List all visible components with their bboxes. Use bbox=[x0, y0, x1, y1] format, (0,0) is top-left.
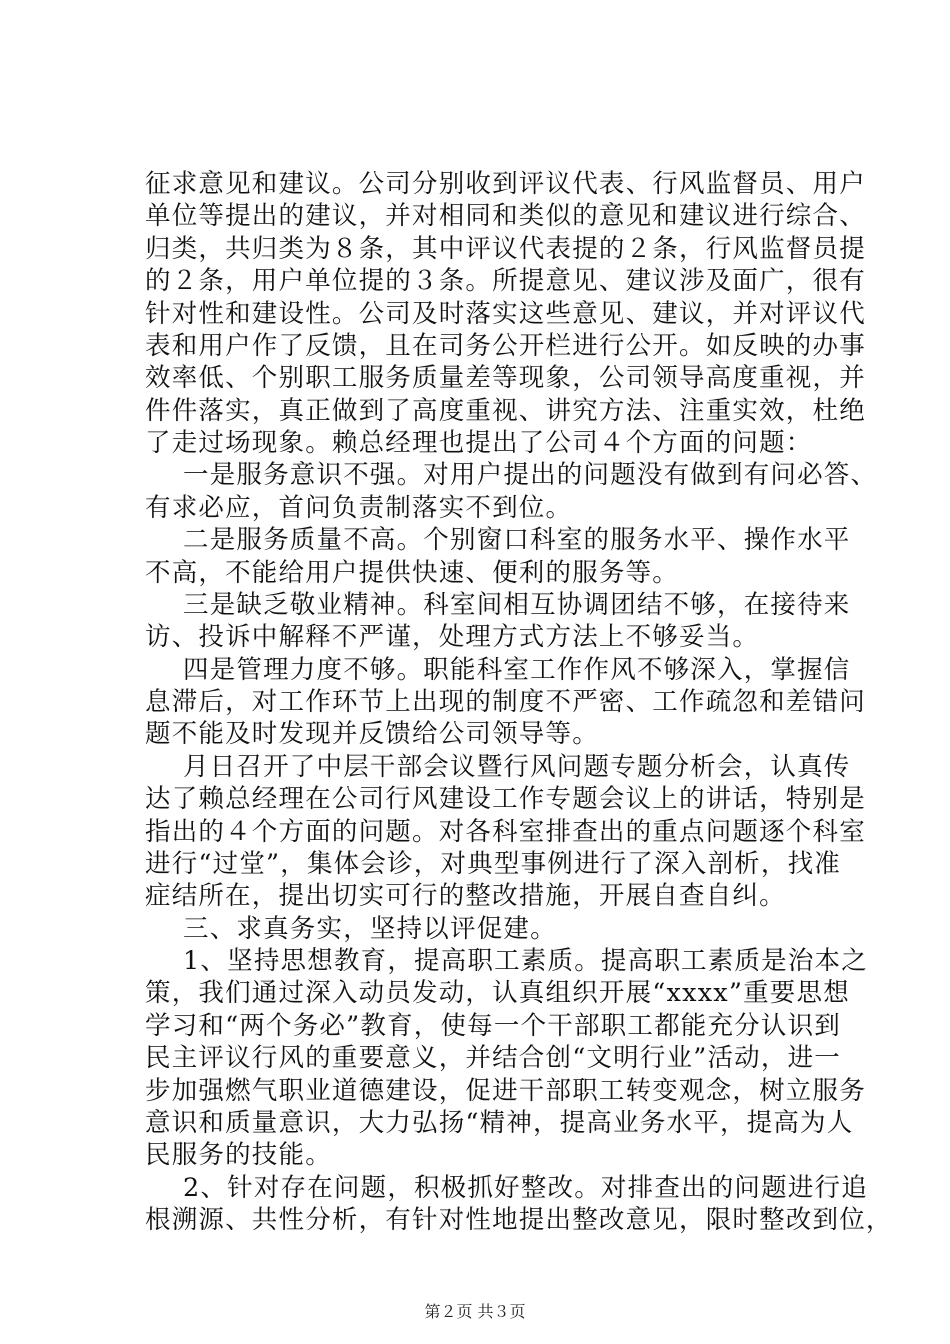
text-line: 根溯源、共性分析，有针对性地提出整改意见，限时整改到位， bbox=[145, 1205, 893, 1235]
text-line: 的２条，用户单位提的３条。所提意见、建议涉及面广，很有 bbox=[145, 266, 866, 296]
paragraph-start-line: 二是服务质量不高。个别窗口科室的服务水平、操作水平 bbox=[183, 525, 851, 555]
text-line: 症结所在，提出切实可行的整改措施，开展自查自纠。 bbox=[145, 881, 786, 911]
text-line: 步加强燃气职业道德建设，促进干部职工转变观念，树立服务 bbox=[145, 1076, 866, 1106]
text-line: 进行“过堂”，集体会诊，对典型事例进行了深入剖析，找准 bbox=[145, 849, 841, 879]
text-line: 单位等提出的建议，并对相同和类似的意见和建议进行综合、 bbox=[145, 201, 866, 231]
text-line: 效率低、个别职工服务质量差等现象，公司领导高度重视，并 bbox=[145, 363, 866, 393]
text-line: 归类，共归类为８条，其中评议代表提的２条，行风监督员提 bbox=[145, 234, 866, 264]
text-line: 有求必应，首问负责制落实不到位。 bbox=[145, 493, 573, 523]
paragraph-start-line: 2、针对存在问题，积极抓好整改。对排查出的问题进行追 bbox=[183, 1173, 868, 1203]
text-line: 民主评议行风的重要意义，并结合创“文明行业”活动，进一 bbox=[145, 1043, 841, 1073]
page-number-footer: 第２页 共３页 bbox=[424, 1302, 526, 1321]
text-line: 学习和“两个务必”教育，使每一个干部职工都能充分认识到 bbox=[145, 1011, 841, 1041]
text-line: 息滞后，对工作环节上出现的制度不严密、工作疏忽和差错问 bbox=[145, 687, 866, 717]
text-line: 民服务的技能。 bbox=[145, 1140, 332, 1170]
text-line: 访、投诉中解释不严谨，处理方式方法上不够妥当。 bbox=[145, 622, 760, 652]
paragraph-start-line: 一是服务意识不强。对用户提出的问题没有做到有问必答、 bbox=[183, 460, 878, 490]
text-line: 题不能及时发现并反馈给公司领导等。 bbox=[145, 719, 599, 749]
text-line: 指出的４个方面的问题。对各科室排查出的重点问题逐个科室 bbox=[145, 817, 866, 847]
text-line: 件件落实，真正做到了高度重视、讲究方法、注重实效，杜绝 bbox=[145, 396, 866, 426]
text-line: 征求意见和建议。公司分别收到评议代表、行风监督员、用户 bbox=[145, 169, 866, 199]
paragraph-start-line: 三是缺乏敬业精神。科室间相互协调团结不够，在接待来 bbox=[183, 590, 851, 620]
text-line: 达了赖总经理在公司行风建设工作专题会议上的讲话，特别是 bbox=[145, 784, 866, 814]
text-line: 策，我们通过深入动员发动，认真组织开展“xxxx”重要思想 bbox=[145, 978, 850, 1008]
text-line: 意识和质量意识，大力弘扬“精神，提高业务水平，提高为人 bbox=[145, 1108, 854, 1138]
text-line: 表和用户作了反馈，且在司务公开栏进行公开。如反映的办事 bbox=[145, 331, 866, 361]
section-heading: 三、求真务实，坚持以评促建。 bbox=[183, 914, 557, 944]
text-line: 针对性和建设性。公司及时落实这些意见、建议，并对评议代 bbox=[145, 299, 866, 329]
text-line: 不高，不能给用户提供快速、便利的服务等。 bbox=[145, 558, 680, 588]
text-line: 了走过场现象。赖总经理也提出了公司４个方面的问题： bbox=[145, 428, 813, 458]
paragraph-start-line: 四是管理力度不够。职能科室工作作风不够深入，掌握信 bbox=[183, 655, 851, 685]
paragraph-start-line: 月日召开了中层干部会议暨行风问题专题分析会，认真传 bbox=[183, 752, 851, 782]
paragraph-start-line: 1、坚持思想教育，提高职工素质。提高职工素质是治本之 bbox=[183, 946, 868, 976]
